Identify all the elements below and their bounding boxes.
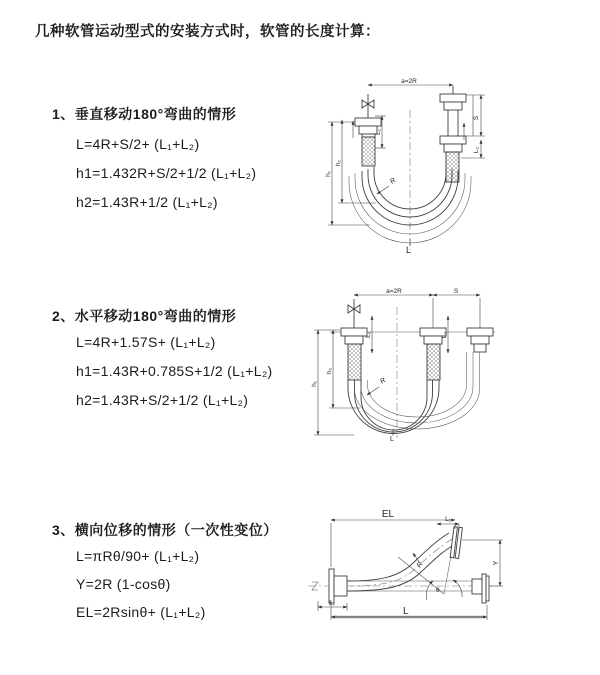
right-flange-hub xyxy=(472,579,482,594)
section-2-formula-l: L=4R+1.57S+ (L₁+L₂) xyxy=(76,334,216,350)
section-1-formula-h1: h1=1.432R+S/2+1/2 (L₁+L₂) xyxy=(76,165,257,181)
left-braided-hose xyxy=(362,137,375,166)
right-braided-hose xyxy=(446,152,459,182)
section-2-formula-h1: h1=1.43R+0.785S+1/2 (L₁+L₂) xyxy=(76,363,273,379)
right-flange-upper-nut xyxy=(440,94,466,102)
dim-label-s: S xyxy=(473,115,480,121)
dim-label-h1: h₁ xyxy=(325,171,332,177)
left-flange-nut xyxy=(355,118,381,126)
dim-label-s: S xyxy=(453,288,459,295)
dim-label-a2r: a=2R xyxy=(401,78,417,85)
radius-label: R xyxy=(379,377,388,386)
page-title: 几种软管运动型式的安装方式时，软管的长度计算： xyxy=(35,24,380,40)
section-3-heading: 3、横向位移的情形（一次性变位） xyxy=(52,522,278,538)
diagram-horizontal-180-bend xyxy=(310,283,598,443)
section-1-formula-h2: h2=1.43R+1/2 (L₁+L₂) xyxy=(76,194,218,210)
hose-arc xyxy=(361,380,427,430)
dim-label-l1: L₁ xyxy=(375,129,382,135)
section-3-formula-el: EL=2Rsinθ+ (L₁+L₂) xyxy=(76,604,206,620)
radius-label: R xyxy=(389,177,398,186)
diagram-vertical-180-bend xyxy=(312,72,597,257)
left-flange-plate xyxy=(329,569,334,603)
left-braided-hose xyxy=(348,344,361,380)
section-1-heading: 1、垂直移动180°弯曲的情形 xyxy=(52,106,237,122)
dim-label-l2: L₂ xyxy=(441,331,448,339)
right-flange-nut xyxy=(467,328,493,336)
section-2-heading: 2、水平移动180°弯曲的情形 xyxy=(52,308,237,324)
length-label: L xyxy=(406,245,412,255)
dim-label-l2: L₂ xyxy=(473,146,480,154)
left-flange-nut xyxy=(341,328,367,336)
section-2-formula-h2: h2=1.43R+S/2+1/2 (L₁+L₂) xyxy=(76,392,249,408)
right-flange-lower-nut xyxy=(440,136,466,144)
dim-label-y: Y xyxy=(493,560,500,566)
dim-label-l1: L₁ xyxy=(365,332,372,338)
theta-label: θ xyxy=(436,587,440,594)
right-flange-plate xyxy=(482,574,486,603)
dim-label-h2: h₂ xyxy=(335,159,342,167)
section-3-formula-y: Y=2R (1-cosθ) xyxy=(76,576,171,592)
section-1-formula-l: L=4R+S/2+ (L₁+L₂) xyxy=(76,136,200,152)
upper-flange xyxy=(450,527,462,559)
middle-braided-hose xyxy=(427,344,440,380)
dim-label-l1-bottom: L₁ xyxy=(329,600,335,607)
dim-label-a2r: a=2R xyxy=(386,288,402,295)
section-3-formula-l: L=πRθ/90+ (L₁+L₂) xyxy=(76,548,200,564)
dim-label-h2: h₂ xyxy=(326,367,333,375)
length-label: L xyxy=(403,606,409,617)
radius-label: R xyxy=(415,560,425,570)
diagram-lateral-displacement xyxy=(300,505,598,630)
length-label: L xyxy=(390,436,394,443)
dim-label-l1-top: L₁ xyxy=(445,516,451,523)
dim-label-h1: h₁ xyxy=(311,381,318,387)
dim-label-el: EL xyxy=(381,509,395,520)
